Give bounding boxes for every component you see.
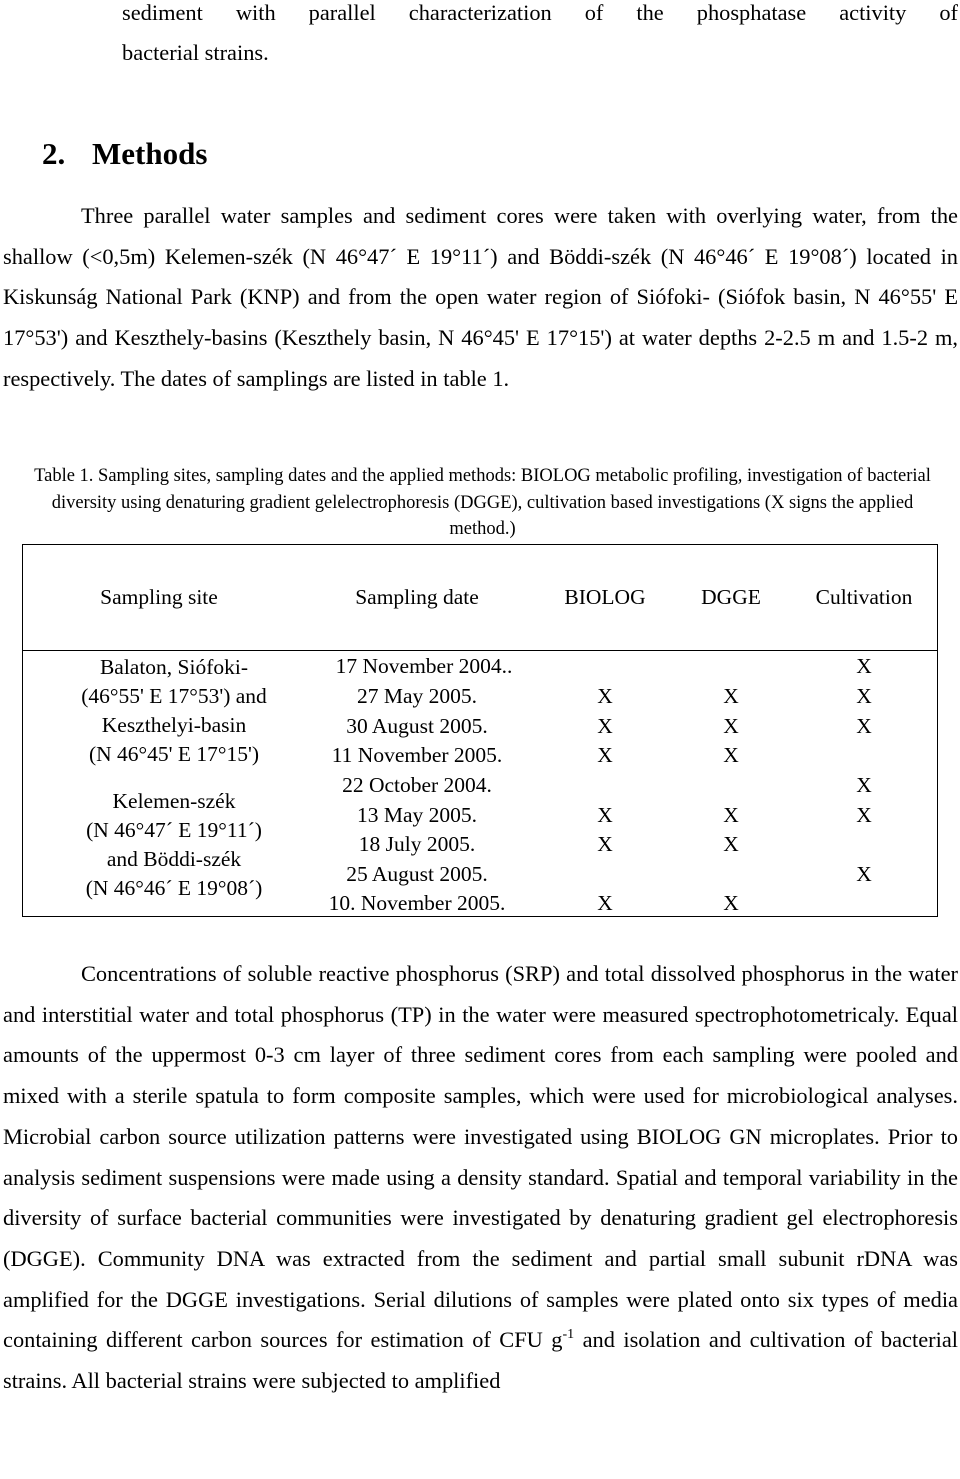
unit-superscript: -1: [562, 1327, 575, 1343]
cell-dgge: X: [723, 803, 739, 827]
cell-cultivation: X: [856, 684, 872, 708]
row-date: 10. November 2005.: [328, 891, 506, 915]
cell-cultivation: X: [856, 862, 872, 886]
site-line: (46°55' E 17°53') and: [81, 684, 267, 708]
concentrations-text-end: and isolation and cultivation of bacterial strains. All bacterial strains were subjected to amplified: [3, 1327, 958, 1394]
site-line: Balaton, Siófoki-: [99, 655, 249, 679]
site-line: (N 46°46´ E 19°08´): [85, 876, 263, 900]
concentrations-paragraph: [3, 954, 958, 1402]
row-date: 18 July 2005.: [358, 832, 476, 856]
site-line: Keszthelyi-basin: [101, 713, 247, 737]
cell-dgge: X: [723, 714, 739, 738]
row-date: 22 October 2004.: [342, 773, 492, 797]
cell-biolog: X: [597, 684, 613, 708]
header-sampling-site: Sampling site: [100, 585, 218, 609]
section-heading: [42, 136, 207, 172]
site-group-balaton: [39, 653, 309, 769]
cell-cultivation: X: [856, 654, 872, 678]
cell-dgge: X: [723, 684, 739, 708]
cell-biolog: X: [597, 714, 613, 738]
header-cultivation: Cultivation: [815, 585, 913, 609]
cell-biolog: X: [597, 803, 613, 827]
row-date: 17 November 2004..: [335, 654, 513, 678]
header-biolog: BIOLOG: [564, 585, 646, 609]
row-date: 11 November 2005.: [331, 743, 503, 767]
top-text-line-1: sediment with parallel characterization of the phosphatase activity of: [122, 0, 958, 25]
row-date: 25 August 2005.: [346, 862, 488, 886]
cell-cultivation: X: [856, 803, 872, 827]
site-line: (N 46°47´ E 19°11´): [86, 818, 262, 842]
concentrations-text-main: Concentrations of soluble reactive phosphorus (SRP) and total dissolved phosphorus in the water and interstitial water and total phosphorus (TP) in the water were measured spectrophotometricaly. Equal amounts of the uppermost 0-3 cm layer of three sediment cores from each sampling were pooled and mixed with a sterile spatula to form composite samples, which were used for microbiological analyses. Microbial carbon source utilization patterns were investigated using BIOLOG GN microplates. Prior to analysis sediment suspensions were made using a density standard. Spatial and temporal variability in the diversity of surface bacterial communities were investigated by denaturing gradient gel electrophoresis (DGGE). Community DNA was extracted from the sediment and partial small subunit rDNA was amplified for the DGGE investigations. Serial dilutions of samples were plated onto six types of media containing different carbon sources for estimation of CFU g: [3, 961, 958, 1353]
header-sampling-date: Sampling date: [355, 585, 479, 609]
row-date: 27 May 2005.: [356, 684, 478, 708]
table-caption: Table 1. Sampling sites, sampling dates and the applied methods: BIOLOG metabolic profiling, investigation of bacterial diversity using denaturing gradient gelelectrophoresis (DGGE), cultivation based investigations (X signs the applied method.): [34, 466, 931, 539]
cell-biolog: X: [597, 891, 613, 915]
cell-biolog: X: [597, 832, 613, 856]
methods-paragraph-text: Three parallel water samples and sediment cores were taken with overlying water, from the shallow (<0,5m) Kelemen-szék (N 46°47´ E 19°11´) and Böddi-szék (N 46°46´ E 19°08´) located in Kiskunság National Park (KNP) and from the open water region of Siófoki- (Siófok basin, N 46°55' E 17°53') and Keszthely-basins (Keszthely basin, N 46°45' E 17°15') at water depths 2-2.5 m and 1.5-2 m, respectively. The dates of samplings are listed in table 1.: [3, 203, 958, 391]
cell-biolog: X: [597, 743, 613, 767]
cell-dgge: X: [723, 832, 739, 856]
cell-cultivation: X: [856, 714, 872, 738]
site-group-kelemen: [39, 787, 309, 903]
section-title: Methods: [92, 136, 208, 171]
site-line: and Böddi-szék: [106, 847, 242, 871]
methods-paragraph: [3, 196, 958, 400]
row-date: 30 August 2005.: [346, 714, 488, 738]
table-header-divider: [22, 650, 938, 651]
site-line: Kelemen-szék: [112, 789, 236, 813]
cell-dgge: X: [723, 743, 739, 767]
cell-dgge: X: [723, 891, 739, 915]
header-dgge: DGGE: [701, 585, 761, 609]
top-text-line-2: bacterial strains.: [122, 40, 269, 65]
cell-cultivation: X: [856, 773, 872, 797]
section-number: 2.: [42, 136, 66, 171]
row-date: 13 May 2005.: [356, 803, 478, 827]
site-line: (N 46°45' E 17°15'): [88, 742, 260, 766]
